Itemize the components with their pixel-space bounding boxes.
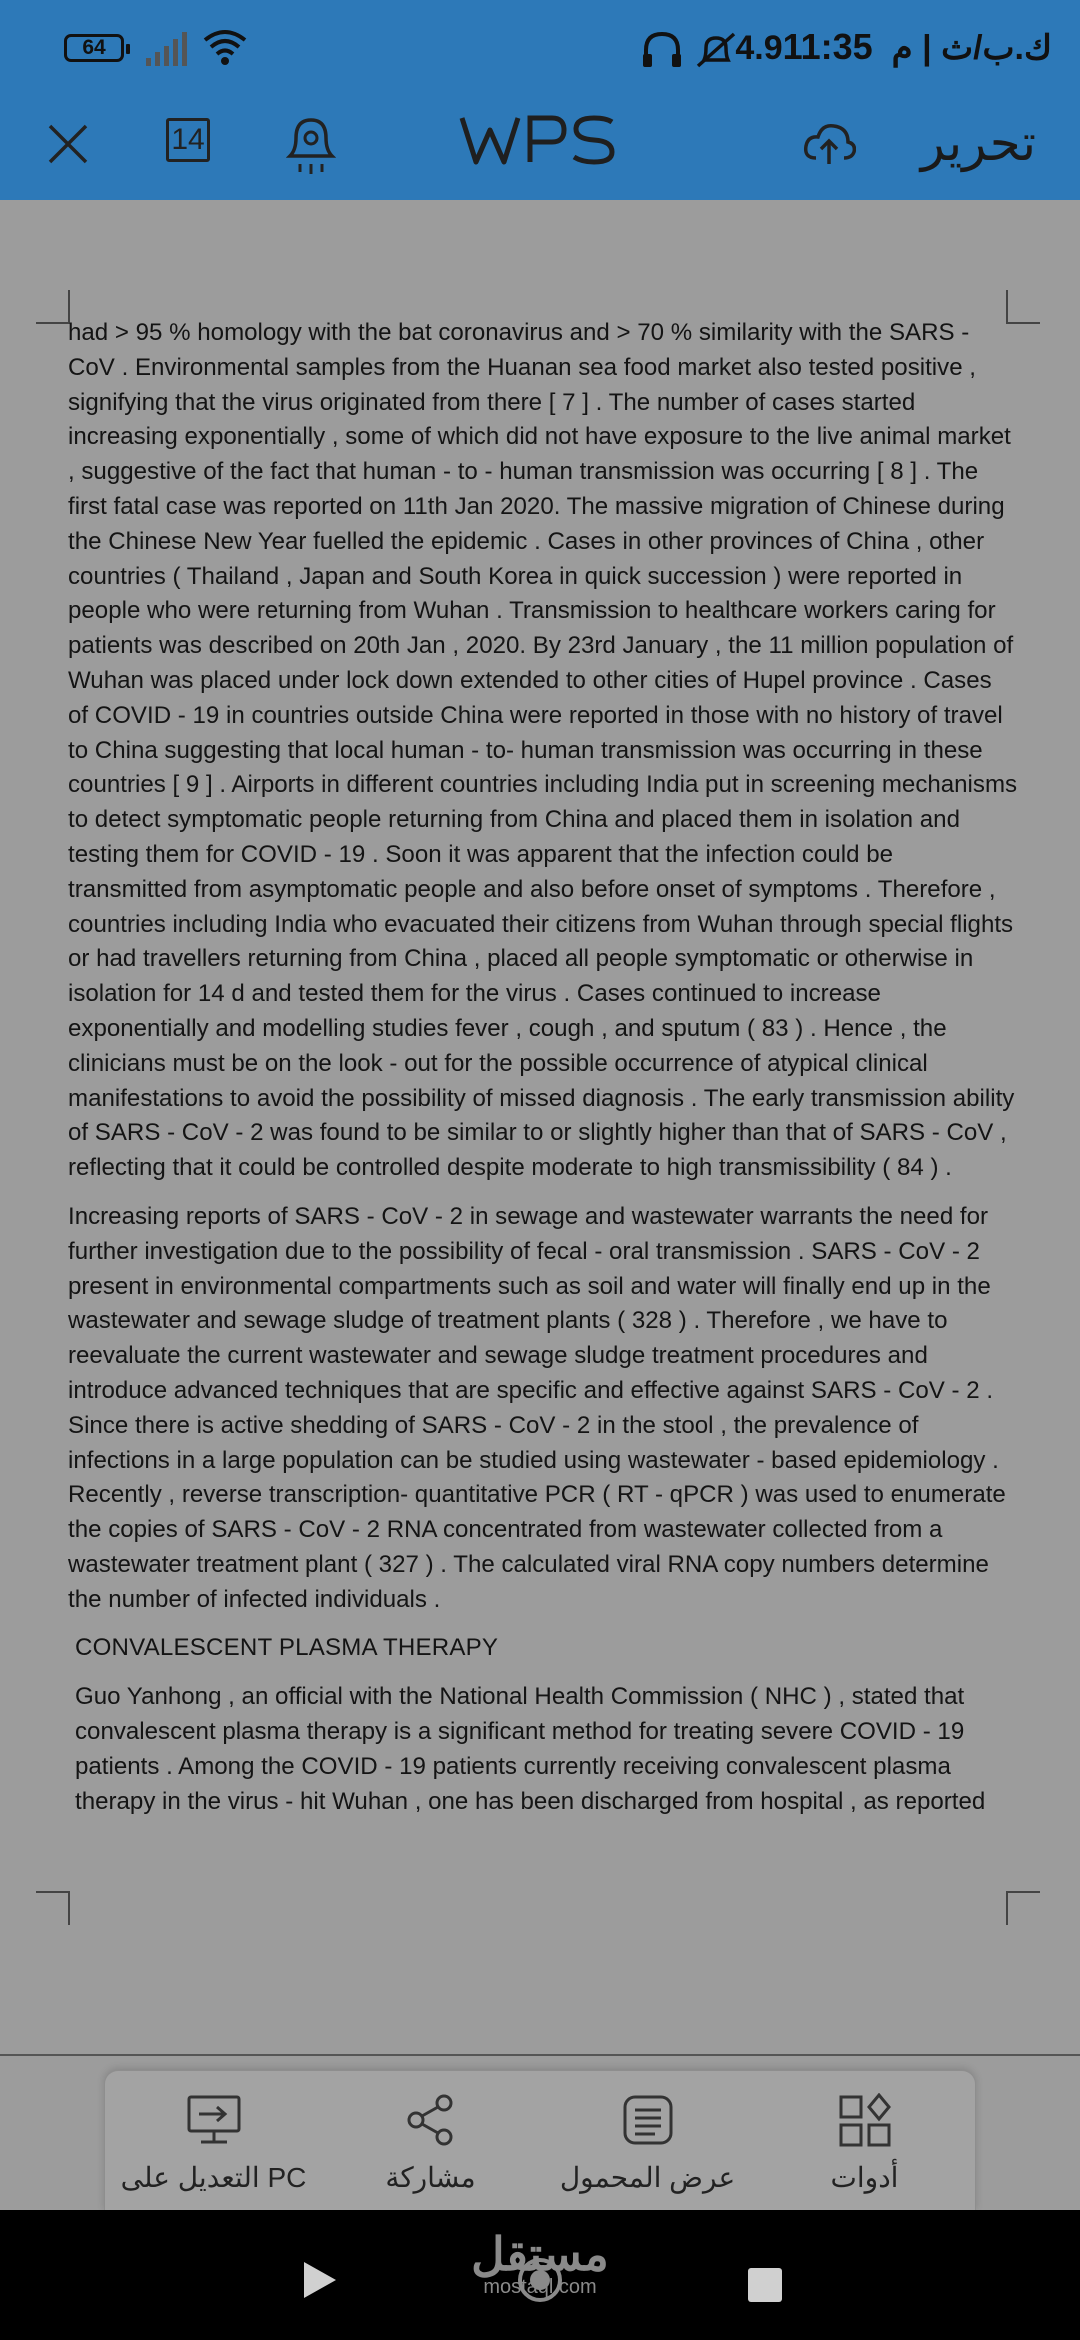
page-corner-mark — [1006, 1891, 1040, 1925]
section-heading: CONVALESCENT PLASMA THERAPY — [75, 1634, 499, 1662]
battery-level: 64 — [82, 36, 106, 59]
status-bar — [0, 0, 1080, 100]
recents-square-icon[interactable] — [748, 2268, 782, 2302]
page-corner-mark — [36, 290, 70, 324]
close-icon[interactable] — [46, 122, 90, 166]
reminder-icon[interactable] — [286, 116, 336, 176]
days-badge-icon[interactable]: 14 — [166, 118, 210, 162]
clock: 11:35 — [782, 26, 873, 67]
muted-bell-icon — [694, 30, 738, 70]
watermark-arabic: مستقل — [471, 2228, 609, 2280]
tools-grid-icon — [837, 2093, 893, 2149]
network-speed: 4.9ك.ب/ث | م — [735, 29, 1052, 67]
edit-button[interactable]: تحرير — [920, 115, 1036, 171]
tools-button[interactable] — [756, 2071, 973, 2211]
back-triangle-icon[interactable] — [302, 2260, 338, 2300]
tools-label: أدوات — [830, 2162, 899, 2193]
edit-on-pc-label: التعديل على PC — [120, 2162, 307, 2193]
signal-icon — [146, 32, 190, 66]
monitor-icon — [185, 2093, 243, 2147]
document-page — [68, 316, 1018, 1819]
battery-icon — [64, 34, 124, 62]
cloud-upload-icon[interactable] — [802, 118, 856, 168]
share-icon — [404, 2093, 458, 2147]
headphones-icon — [640, 30, 684, 70]
watermark — [470, 2226, 610, 2326]
watermark-latin: mostaql.com — [483, 2276, 597, 2298]
document-paragraph: Increasing reports of SARS - CoV - 2 in sewage and wastewater warrants the need for further investigation due to the possibility of fecal - oral transmission . SARS - CoV - 2 present in environmental compartments such as soil and water will finally end up in the wastewater and sewage sludge of treatment plants ( 328 ) . Therefore , we have to reevaluate the current wastewater and sewage sludge treatment procedures and introduce advanced techniques that are specific and effective against SARS - CoV - 2 . Since there is active shedding of SARS - CoV - 2 in the stool , the prevalence of infections in a large population can be studied using wastewater - based epidemiology . Recently , reverse transcription- quantitative PCR ( RT - qPCR ) was used to enumerate the copies of SARS - CoV - 2 RNA concentrated from wastewater collected from a wastewater treatment plant ( 327 ) . The calculated viral RNA copy numbers determine the number of infected individuals . — [68, 1202, 1006, 1613]
document-paragraph: Guo Yanhong , an official with the National Health Commission ( NHC ) , stated that convalescent plasma therapy is a significant method for treating severe COVID - 19 patients . Among the COVID - 19 patients currently receiving convalescent plasma therapy in the virus - hit Wuhan , one has been discharged from hospital , as reported — [75, 1683, 986, 1815]
mobile-view-icon — [621, 2093, 675, 2147]
divider — [0, 2054, 1080, 2056]
page-corner-mark — [36, 1891, 70, 1925]
share-label: مشاركة — [385, 2162, 476, 2193]
wps-logo — [458, 112, 618, 170]
wifi-icon — [203, 28, 247, 68]
document-paragraph: had > 95 % homology with the bat coronavirus and > 70 % similarity with the SARS - CoV . Environmental samples from the Huanan sea food market also tested positive , signifying that the virus originated from there [ 7 ] . The number of cases started increasing exponentially , some of which did not have exposure to the live animal market , suggestive of the fact that human - to - human transmission was occurring [ 8 ] . The first fatal case was reported on 11th Jan 2020. The massive migration of Chinese during the Chinese New Year fuelled the epidemic . Cases in other provinces of China , other countries ( Thailand , Japan and South Korea in quick succession ) were reported in people who were returning from Wuhan . Transmission to healthcare workers caring for patients was described on 20th Jan , 2020. By 23rd January , the 11 million population of Wuhan was placed under lock down extended to other cities of Hupel province . Cases of COVID - 19 in countries outside China were reported in those with no history of travel to China suggesting that local human - to- human transmission was occurring in these countries [ 9 ] . Airports in different countries including India put in screening mechanisms to detect symptomatic people returning from China and placed them in isolation and testing them for COVID - 19 . Soon it was apparent that the infection could be transmitted from asymptomatic people and also before onset of symptoms . Therefore , countries including India who evacuated their citizens from Wuhan through special flights or had travellers returning from China , placed all people symptomatic or otherwise in isolation for 14 d and tested them for the virus . Cases continued to increase exponentially and modelling studies fever , cough , and sputum ( 83 ) . Hence , the clinicians must be on the look - out for the possible occurrence of atypical clinical manifestations to avoid the possibility of missed diagnosis . The early transmission ability of SARS - CoV - 2 was found to be similar to or slightly higher than that of SARS - CoV , reflecting that it could be controlled despite moderate to high transmissibility ( 84 ) . — [68, 319, 1018, 1182]
bottom-action-bar — [104, 2070, 976, 2211]
edit-on-pc-button[interactable] — [105, 2071, 322, 2211]
status-text — [735, 26, 1052, 68]
mobile-view-label: عرض المحمول — [559, 2162, 736, 2193]
mobile-view-button[interactable] — [539, 2071, 756, 2211]
share-button[interactable] — [322, 2071, 539, 2211]
